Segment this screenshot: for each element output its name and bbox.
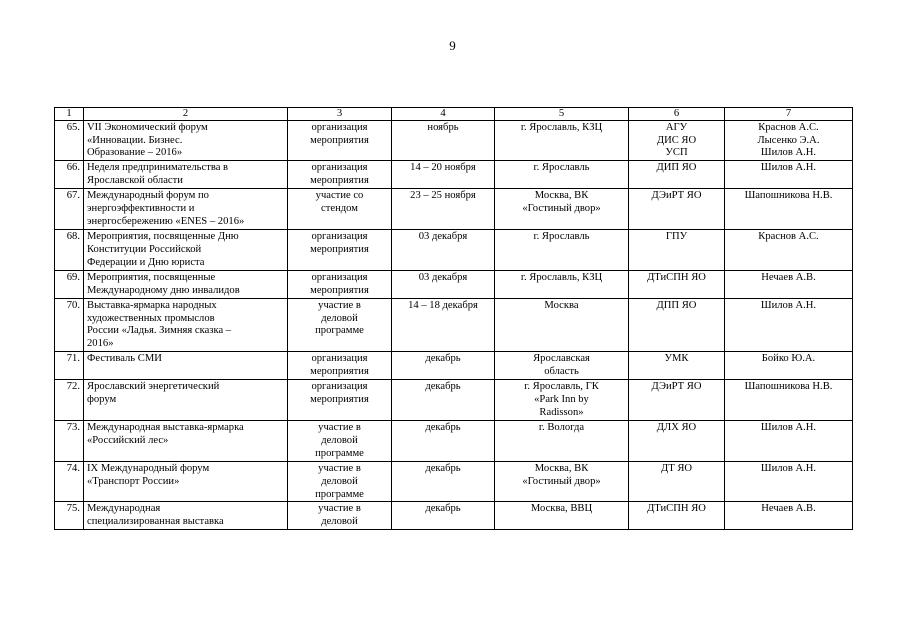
venue-cell [495,189,629,230]
cell-line: Фестиваль СМИ [87,353,162,365]
cell-line: участие со [315,190,364,202]
cell-line: область [544,366,579,378]
cell-line: ДПП ЯО [656,299,697,311]
cell-line: энергоэффективности и [87,203,195,215]
table-row [55,270,853,298]
table-row [55,352,853,380]
venue-cell [495,461,629,502]
cell-line: Мероприятия, посвященные Дню [87,231,239,243]
date-cell [392,120,495,161]
participation-form-cell [288,189,392,230]
cell-line: декабрь [425,421,461,433]
responsible-person-cell [725,161,853,189]
cell-line: 03 декабря [418,231,468,243]
responsible-person-cell [725,230,853,271]
organizer-cell [629,461,725,502]
cell-line: Нечаев А.В. [761,271,816,283]
cell-line: «Park Inn by [534,394,589,406]
venue-cell [495,352,629,380]
date-cell [392,298,495,352]
organizer-cell [629,270,725,298]
cell-line: специализированная выставка [87,516,224,528]
cell-line: ДТиСПН ЯО [647,271,706,283]
cell-line: организация [311,162,368,174]
event-name-cell [84,270,288,298]
cell-line: «Транспорт России» [87,475,180,487]
cell-line: Шилов А.Н. [760,462,817,474]
cell-line: Москва [544,299,579,311]
column-number: 2 [84,108,288,121]
date-cell [392,270,495,298]
cell-line: Выставка-ярмарка народных [87,299,217,311]
cell-line: ДЭиРТ ЯО [651,381,702,393]
cell-line: 14 – 18 декабря [408,299,478,311]
date-cell [392,161,495,189]
cell-line: АГУ [665,121,688,133]
participation-form-cell [288,352,392,380]
date-cell [392,502,495,530]
table-row [55,230,853,271]
event-name-cell [84,230,288,271]
cell-line: Москва, ВК [534,462,589,474]
cell-line: г. Ярославль [533,231,590,243]
cell-line: г. Ярославль, КЗЦ [520,271,603,283]
cell-line: VII Экономический форум [87,121,208,133]
venue-cell [495,270,629,298]
row-number-cell: 71. [55,352,84,380]
row-number-cell: 69. [55,270,84,298]
cell-line: УСП [665,147,688,159]
cell-line: художественных промыслов [87,312,215,324]
participation-form-cell [288,380,392,421]
event-name-cell [84,298,288,352]
date-cell [392,189,495,230]
table-row [55,380,853,421]
cell-line: деловой [321,312,358,324]
date-cell [392,352,495,380]
cell-line: ДТиСПН ЯО [647,503,706,515]
cell-line: ДИП ЯО [656,162,697,174]
cell-line: организация [311,353,368,365]
cell-line: организация [311,381,368,393]
cell-line: Неделя предпринимательства в [87,162,229,174]
cell-line: стендом [321,203,358,215]
cell-line: программе [315,325,364,337]
date-cell [392,420,495,461]
participation-form-cell [288,461,392,502]
cell-line: участие в [318,462,361,474]
cell-line: Ярославская [533,353,590,365]
cell-line: программе [315,447,364,459]
row-number-cell: 68. [55,230,84,271]
venue-cell [495,161,629,189]
participation-form-cell [288,420,392,461]
column-number-row [55,108,853,121]
responsible-person-cell [725,380,853,421]
event-name-cell [84,380,288,421]
cell-line: г. Ярославль [533,162,590,174]
cell-line: Шилов А.Н. [760,421,817,433]
cell-line: Шилов А.Н. [760,147,817,159]
cell-line: программе [315,488,364,500]
cell-line: 14 – 20 ноября [410,162,476,174]
cell-line: Бойко Ю.А. [761,353,816,365]
cell-line: ДТ ЯО [660,462,693,474]
cell-line: организация [311,271,368,283]
cell-line: России «Ладья. Зимняя сказка – [87,325,232,337]
cell-line: ГПУ [665,231,688,243]
venue-cell [495,230,629,271]
cell-line: Шапошникова Н.В. [744,381,833,393]
responsible-person-cell [725,420,853,461]
row-number-cell: 74. [55,461,84,502]
row-number-cell: 70. [55,298,84,352]
row-number-cell: 67. [55,189,84,230]
cell-line: декабрь [425,381,461,393]
column-number: 1 [55,108,84,121]
organizer-cell [629,120,725,161]
date-cell [392,380,495,421]
cell-line: 03 декабря [418,271,468,283]
cell-line: Москва, ВК [534,190,589,202]
cell-line: «Инновации. Бизнес. [87,134,183,146]
cell-line: Международный форум по [87,190,209,202]
cell-line: форум [87,394,117,406]
cell-line: Москва, ВВЦ [530,503,593,515]
event-name-cell [84,352,288,380]
event-name-cell [84,189,288,230]
cell-line: участие в [318,503,361,515]
table-row [55,461,853,502]
cell-line: г. Вологда [538,421,585,433]
cell-line: ДЛХ ЯО [656,421,697,433]
cell-line: 23 – 25 ноября [410,190,476,202]
cell-line: декабрь [425,503,461,515]
participation-form-cell [288,502,392,530]
venue-cell [495,298,629,352]
cell-line: Конституции Российской [87,243,202,255]
cell-line: Международная [87,503,161,515]
events-table [54,107,853,530]
cell-line: ДИС ЯО [656,134,697,146]
date-cell [392,461,495,502]
cell-line: организация [311,231,368,243]
row-number-cell: 66. [55,161,84,189]
event-name-cell [84,420,288,461]
cell-line: Нечаев А.В. [761,503,816,515]
cell-line: Ярославский энергетический [87,381,220,393]
cell-line: Международному дню инвалидов [87,284,240,296]
participation-form-cell [288,270,392,298]
cell-line: деловой [321,475,358,487]
venue-cell [495,380,629,421]
row-number-cell: 73. [55,420,84,461]
organizer-cell [629,189,725,230]
responsible-person-cell [725,120,853,161]
event-name-cell [84,161,288,189]
cell-line: организация [311,121,368,133]
cell-line: УМК [664,353,689,365]
cell-line: Федерации и Дню юриста [87,256,205,268]
organizer-cell [629,352,725,380]
responsible-person-cell [725,298,853,352]
row-number-cell: 75. [55,502,84,530]
cell-line: мероприятия [310,284,369,296]
cell-line: 2016» [87,338,114,350]
participation-form-cell [288,161,392,189]
cell-line: Ярославской области [87,175,183,187]
cell-line: Международная выставка-ярмарка [87,421,244,433]
table-row [55,298,853,352]
column-number: 5 [495,108,629,121]
cell-line: участие в [318,421,361,433]
cell-line: Radisson» [539,407,584,418]
row-number-cell: 72. [55,380,84,421]
organizer-cell [629,230,725,271]
organizer-cell [629,161,725,189]
cell-line: Мероприятия, посвященные [87,271,216,283]
event-name-cell [84,502,288,530]
column-number: 7 [725,108,853,121]
cell-line: Краснов А.С. [758,121,819,133]
cell-line: Шапошникова Н.В. [744,190,833,202]
event-name-cell [84,461,288,502]
cell-line: деловой [321,516,358,528]
cell-line: г. Ярославль, ГК [524,381,599,393]
venue-cell [495,120,629,161]
cell-line: г. Ярославль, КЗЦ [520,121,603,133]
organizer-cell [629,298,725,352]
row-number-cell: 65. [55,120,84,161]
cell-line: «Гостиный двор» [522,475,601,487]
cell-line: энергосбережению «ENES – 2016» [87,216,245,228]
participation-form-cell [288,230,392,271]
cell-line: декабрь [425,353,461,365]
cell-line: ноябрь [427,121,459,133]
page-number: 9 [449,38,456,53]
participation-form-cell [288,298,392,352]
cell-line: деловой [321,434,358,446]
cell-line: мероприятия [310,243,369,255]
organizer-cell [629,502,725,530]
responsible-person-cell [725,461,853,502]
cell-line: «Российский лес» [87,434,169,446]
table-row [55,120,853,161]
table-row [55,161,853,189]
cell-line: «Гостиный двор» [522,203,601,215]
responsible-person-cell [725,502,853,530]
cell-line: участие в [318,299,361,311]
date-cell [392,230,495,271]
cell-line: Краснов А.С. [758,231,819,243]
table-row [55,502,853,530]
venue-cell [495,420,629,461]
cell-line: Шилов А.Н. [760,162,817,174]
cell-line: IX Международный форум [87,462,210,474]
cell-line: ДЭиРТ ЯО [651,190,702,202]
cell-line: мероприятия [310,394,369,406]
cell-line: мероприятия [310,175,369,187]
column-number: 4 [392,108,495,121]
cell-line: мероприятия [310,366,369,378]
participation-form-cell [288,120,392,161]
cell-line: Шилов А.Н. [760,299,817,311]
cell-line: мероприятия [310,134,369,146]
venue-cell [495,502,629,530]
cell-line: Образование – 2016» [87,147,183,159]
organizer-cell [629,380,725,421]
column-number: 6 [629,108,725,121]
responsible-person-cell [725,189,853,230]
cell-line: Лысенко Э.А. [757,134,820,146]
responsible-person-cell [725,270,853,298]
table-row [55,420,853,461]
event-name-cell [84,120,288,161]
responsible-person-cell [725,352,853,380]
cell-line: декабрь [425,462,461,474]
column-number: 3 [288,108,392,121]
organizer-cell [629,420,725,461]
table-row [55,189,853,230]
